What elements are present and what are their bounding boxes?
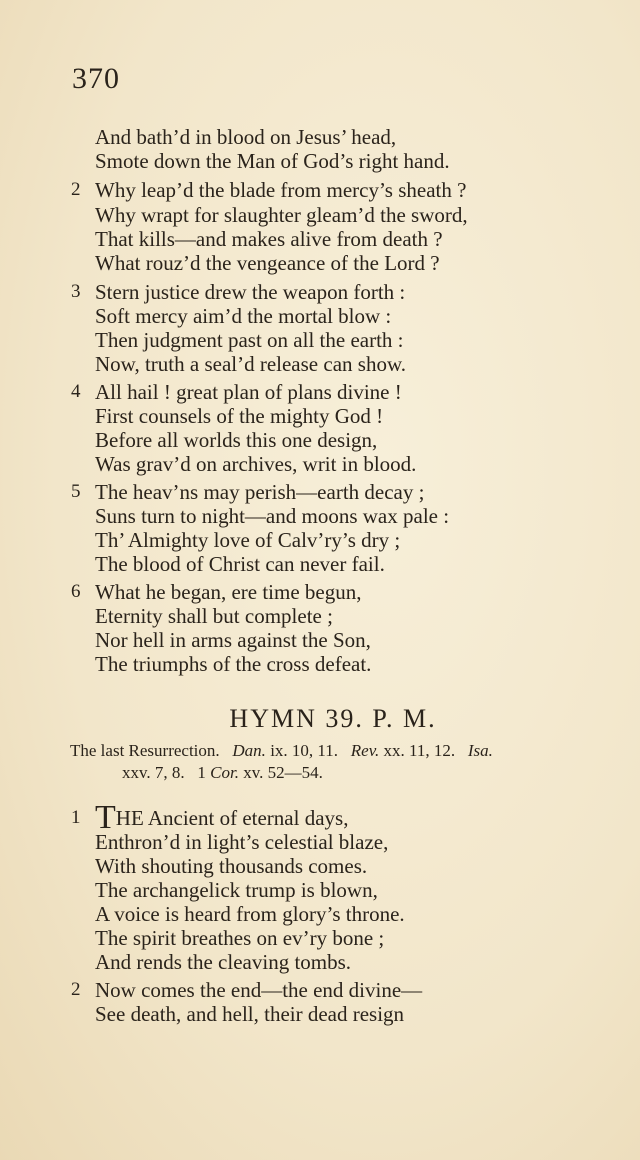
verse-line: The heav’ns may perish—earth decay ;: [95, 480, 425, 504]
drop-cap: T: [95, 799, 116, 836]
verse-line: See death, and hell, their dead resign: [95, 1002, 405, 1026]
verse-line: The archangelick trump is blown,: [95, 878, 378, 902]
verse-line: What rouz’d the vengeance of the Lord ?: [95, 251, 440, 275]
verse-line: And rends the cleaving tombs.: [95, 950, 352, 974]
page-number: 370: [72, 62, 120, 95]
scripture-location: ix. 10, 11.: [270, 741, 339, 760]
verse-line: The spirit breathes on ev’ry bone ;: [95, 926, 385, 950]
hymn-title: HYMN 39. P. M.: [229, 704, 437, 733]
verse-line: The triumphs of the cross defeat.: [95, 652, 372, 676]
verse-number: 6: [71, 581, 81, 602]
verse-number: 1: [71, 807, 81, 828]
verse-line: Nor hell in arms against the Son,: [95, 628, 371, 652]
verse-line: All hail ! great plan of plans divine !: [95, 380, 402, 404]
hymn-topic: The last Resurrection.: [70, 741, 220, 760]
verse-line: Why wrapt for slaughter gleam’d the sword,: [95, 203, 468, 227]
verse-line: Soft mercy aim’d the mortal blow :: [95, 304, 392, 328]
verse-number: 3: [71, 281, 81, 302]
scripture-location: xx. 11, 12.: [383, 741, 456, 760]
verse-number: 2: [71, 979, 81, 1000]
scripture-book: Dan.: [232, 741, 266, 760]
hymn-subtitle: [70, 740, 493, 762]
verse-number: 4: [71, 381, 81, 402]
scripture-book: Isa.: [467, 741, 493, 760]
verse-line: First counsels of the mighty God !: [95, 404, 384, 428]
verse-line: Suns turn to night—and moons wax pale :: [95, 504, 450, 528]
verse-line: [95, 799, 349, 836]
verse-line: That kills—and makes alive from death ?: [95, 227, 443, 251]
verse-number: 5: [71, 481, 81, 502]
verse-line: Before all worlds this one design,: [95, 428, 378, 452]
verse-line: Enthron’d in light’s celestial blaze,: [95, 830, 389, 854]
verse-line: Now comes the end—the end divine—: [95, 978, 423, 1002]
verse-line-rest: HE Ancient of eternal days,: [115, 806, 349, 830]
verse-line: With shouting thousands comes.: [95, 854, 368, 878]
verse-line: The blood of Christ can never fail.: [95, 552, 385, 576]
verse-line: Then judgment past on all the earth :: [95, 328, 404, 352]
scripture-location: xv. 52—54.: [243, 763, 323, 782]
verse-line: Stern justice drew the weapon forth :: [95, 280, 406, 304]
verse-line: Now, truth a seal’d release can show.: [95, 352, 406, 376]
verse-line: Why leap’d the blade from mercy’s sheath ?: [95, 178, 467, 202]
verse-line: Was grav’d on archives, writ in blood.: [95, 452, 417, 476]
scripture-book: Rev.: [350, 741, 380, 760]
verse-line: A voice is heard from glory’s throne.: [95, 902, 405, 926]
verse-number: 2: [71, 179, 81, 200]
continuation-line: Smote down the Man of God’s right hand.: [95, 149, 450, 173]
verse-line: Eternity shall but complete ;: [95, 604, 333, 628]
verse-line: Th’ Almighty love of Calv’ry’s dry ;: [95, 528, 401, 552]
hymn-subtitle-continued: [122, 762, 323, 784]
scripture-location: xxv. 7, 8.: [122, 763, 185, 782]
scripture-book: Cor.: [210, 763, 239, 782]
verse-line: What he began, ere time begun,: [95, 580, 362, 604]
continuation-line: And bath’d in blood on Jesus’ head,: [95, 125, 397, 149]
scripture-prefix: 1: [197, 763, 206, 782]
